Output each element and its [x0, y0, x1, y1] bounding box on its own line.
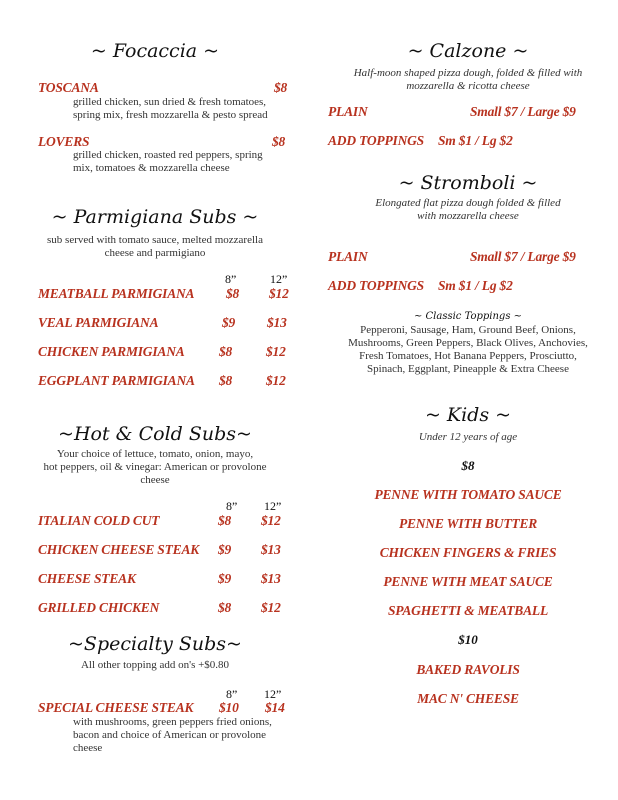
desc-line: Elongated flat pizza dough folded & filled — [375, 197, 561, 209]
calzone-title: ~ Calzone ~ — [407, 40, 529, 62]
specialty-title: ~Specialty Subs~ — [68, 633, 242, 655]
veal-parm-large: $13 — [267, 315, 287, 330]
desc-line: bacon and choice of American or provolone — [73, 729, 267, 741]
size-8: 8” — [225, 272, 237, 286]
toppings-line: Pepperoni, Sausage, Ham, Ground Beef, Onions, — [360, 324, 576, 336]
desc-line: sub served with tomato sauce, melted mozzarella — [47, 234, 263, 246]
classic-toppings-list — [318, 324, 618, 376]
lovers-name: LOVERS — [38, 134, 90, 149]
kids-item: BAKED RAVOLIS — [416, 662, 520, 677]
toppings-line: Fresh Tomatoes, Hot Banana Peppers, Prosciutto, — [359, 350, 577, 362]
meatball-parm-small: $8 — [226, 286, 240, 301]
desc-line: grilled chicken, sun dried & fresh tomatoes, — [73, 96, 267, 108]
desc-line: with mushrooms, green peppers fried onions, — [73, 716, 272, 728]
desc-line: Your choice of lettuce, tomato, onion, mayo, — [56, 448, 254, 460]
stromboli-plain-price: Small $7 / Large $9 — [470, 249, 576, 264]
size-8: 8” — [226, 687, 238, 701]
chicken-cheese-steak-name: CHICKEN CHEESE STEAK — [38, 542, 200, 557]
kids-item: CHICKEN FINGERS & FRIES — [379, 545, 557, 560]
specialty-note: All other topping add on's +$0.80 — [80, 659, 230, 671]
cheese-steak-large: $13 — [261, 571, 281, 586]
stromboli-toppings-price: Sm $1 / Lg $2 — [438, 278, 513, 293]
kids-price-8: $8 — [461, 458, 475, 473]
kids-price-10: $10 — [458, 632, 478, 647]
chicken-cheese-steak-small: $9 — [218, 542, 232, 557]
kids-title: ~ Kids ~ — [424, 404, 512, 426]
desc-line: cheese — [73, 742, 103, 754]
chicken-parm-name: CHICKEN PARMIGIANA — [38, 344, 185, 359]
kids-item: PENNE WITH MEAT SAUCE — [383, 574, 553, 589]
desc-line: grilled chicken, roasted red peppers, spring — [73, 149, 263, 161]
stromboli-plain: PLAIN — [328, 249, 368, 264]
eggplant-parm-large: $12 — [266, 373, 286, 388]
calzone-desc — [318, 67, 618, 93]
toppings-line: Mushrooms, Green Peppers, Black Olives, Anchovies, — [348, 337, 588, 349]
grilled-chicken-name: GRILLED CHICKEN — [38, 600, 160, 615]
toscana-desc — [73, 96, 268, 122]
eggplant-parm-small: $8 — [219, 373, 233, 388]
grilled-chicken-large: $12 — [261, 600, 281, 615]
calzone-plain-price: Small $7 / Large $9 — [470, 104, 576, 119]
kids-item: SPAGHETTI & MEATBALL — [387, 603, 549, 618]
size-12: 12” — [264, 687, 282, 701]
calzone-toppings-price: Sm $1 / Lg $2 — [438, 133, 513, 148]
chicken-cheese-steak-large: $13 — [261, 542, 281, 557]
desc-line: Half-moon shaped pizza dough, folded & filled with — [353, 67, 583, 79]
special-cheese-steak-large: $14 — [265, 700, 285, 715]
parmigiana-title: ~ Parmigiana Subs ~ — [51, 206, 259, 228]
chicken-parm-small: $8 — [219, 344, 233, 359]
hotcold-desc — [0, 448, 310, 487]
stromboli-title: ~ Stromboli ~ — [398, 172, 538, 194]
hotcold-title: ~Hot & Cold Subs~ — [58, 423, 252, 445]
lovers-desc — [73, 149, 263, 175]
veal-parm-name: VEAL PARMIGIANA — [38, 315, 159, 330]
stromboli-toppings: ADD TOPPINGS — [328, 278, 424, 293]
veal-parm-small: $9 — [222, 315, 236, 330]
cheese-steak-name: CHEESE STEAK — [38, 571, 136, 586]
italian-cold-cut-name: ITALIAN COLD CUT — [38, 513, 160, 528]
special-cheese-steak-desc — [73, 716, 272, 755]
calzone-plain: PLAIN — [328, 104, 368, 119]
desc-line: mozzarella & ricotta cheese — [406, 80, 530, 92]
chicken-parm-large: $12 — [266, 344, 286, 359]
kids-item: MAC N' CHEESE — [417, 691, 519, 706]
parmigiana-desc — [0, 234, 310, 260]
kids-note: Under 12 years of age — [418, 431, 518, 443]
special-cheese-steak-name: SPECIAL CHEESE STEAK — [38, 700, 194, 715]
toscana-price: $8 — [274, 80, 288, 95]
cheese-steak-small: $9 — [218, 571, 232, 586]
kids-item: PENNE WITH BUTTER — [398, 516, 538, 531]
kids-item: PENNE WITH TOMATO SAUCE — [374, 487, 562, 502]
toscana-name: TOSCANA — [38, 80, 99, 95]
grilled-chicken-small: $8 — [218, 600, 232, 615]
classic-toppings-title: ~ Classic Toppings ~ — [413, 311, 523, 322]
stromboli-desc — [318, 197, 618, 223]
desc-line: with mozzarella cheese — [417, 210, 519, 222]
calzone-toppings: ADD TOPPINGS — [328, 133, 424, 148]
desc-line: mix, tomatoes & mozzarella cheese — [73, 162, 230, 174]
size-12: 12” — [270, 272, 288, 286]
meatball-parm-name: MEATBALL PARMIGIANA — [38, 286, 195, 301]
desc-line: cheese and parmigiano — [104, 247, 206, 259]
desc-line: cheese — [140, 474, 170, 486]
desc-line: hot peppers, oil & vinegar: American or provolone — [43, 461, 267, 473]
italian-cold-cut-large: $12 — [261, 513, 281, 528]
size-12: 12” — [264, 499, 282, 513]
special-cheese-steak-small: $10 — [219, 700, 239, 715]
toppings-line: Spinach, Eggplant, Pineapple & Extra Cheese — [367, 363, 569, 375]
lovers-price: $8 — [272, 134, 286, 149]
desc-line: spring mix, fresh mozzarella & pesto spread — [73, 109, 268, 121]
focaccia-title: ~ Focaccia ~ — [90, 40, 220, 62]
meatball-parm-large: $12 — [269, 286, 289, 301]
size-8: 8” — [226, 499, 238, 513]
eggplant-parm-name: EGGPLANT PARMIGIANA — [38, 373, 195, 388]
italian-cold-cut-small: $8 — [218, 513, 232, 528]
